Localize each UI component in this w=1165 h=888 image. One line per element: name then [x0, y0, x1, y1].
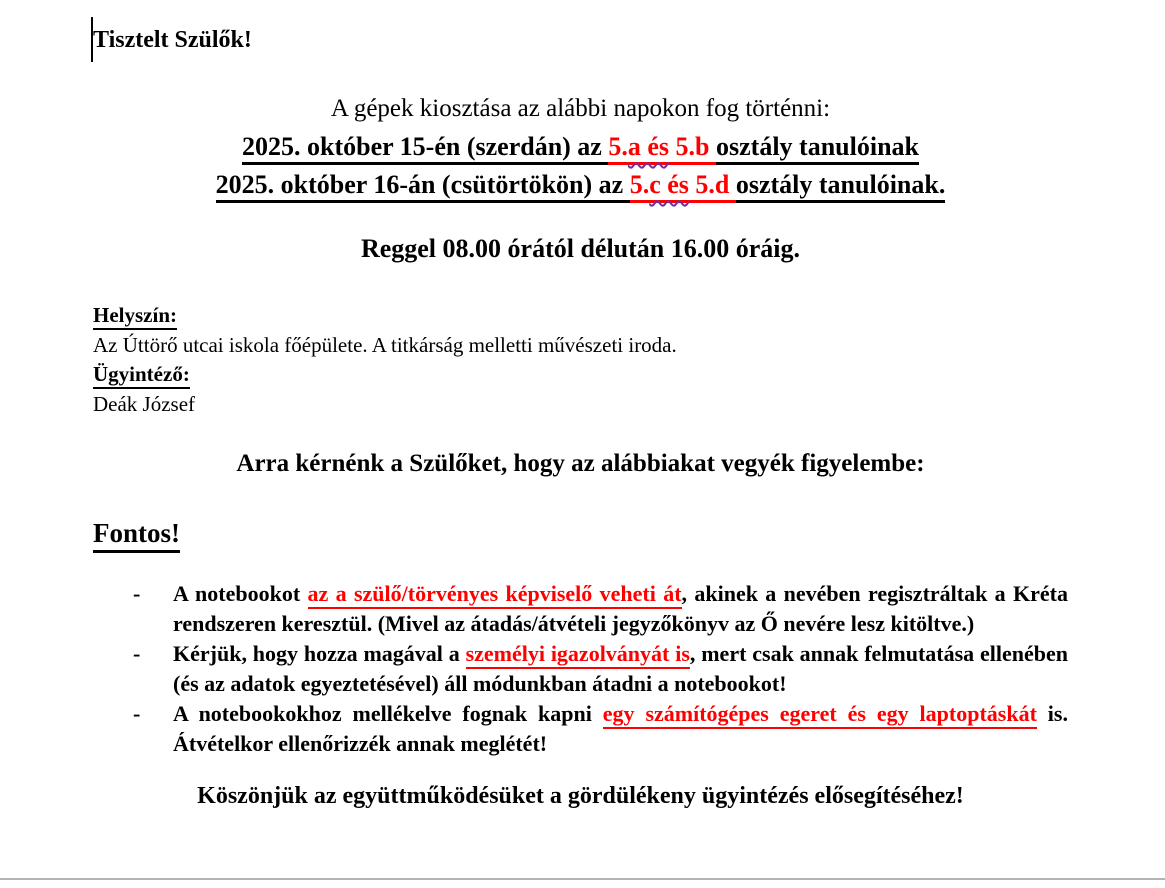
text-segment-blacku: osztály tanulóinak — [716, 132, 919, 165]
text-segment-blacku: 2025. október 16-án (csütörtökön) az — [216, 170, 630, 203]
greeting-line: Tisztelt Szülők! — [93, 27, 252, 53]
text-cursor — [91, 17, 93, 62]
location-row — [93, 301, 1068, 331]
text-segment-redu: az a szülő/törvényes képviselő veheti át — [308, 581, 682, 609]
text-segment-plain: is. Átvételkor ellenőrizzék annak meglétét! — [173, 701, 1068, 756]
text-segment-redusq: c és — [649, 170, 689, 203]
bullet-text — [173, 699, 1068, 759]
text-segment-redu: 5. — [608, 132, 628, 165]
important-heading — [93, 515, 1068, 551]
bullet-marker: - — [133, 641, 141, 666]
clerk-row — [93, 360, 1068, 390]
text-segment-redu: 5.b — [669, 132, 716, 165]
request-line: Arra kérnénk a Szülőket, hogy az alábbiakat vegyék figyelembe: — [236, 450, 925, 477]
bullet-item — [133, 579, 1068, 639]
bullet-item — [133, 699, 1068, 759]
closing-line: Köszönjük az együttműködésüket a gördülékeny ügyintézés elősegítéséhez! — [197, 783, 964, 809]
bullet-marker: - — [133, 581, 141, 606]
text-segment-redu: egy számítógépes egeret és egy laptoptáskát — [603, 701, 1037, 729]
bullet-text — [173, 579, 1068, 639]
text-segment-redu: személyi igazolványát is — [466, 641, 690, 669]
bullet-text — [173, 639, 1068, 699]
time-line: Reggel 08.00 órától délután 16.00 óráig. — [360, 234, 801, 263]
text-segment-redu: 5. — [630, 170, 650, 203]
info-block — [93, 301, 1068, 419]
bullet-list — [93, 579, 1068, 759]
bullet-marker: - — [133, 701, 141, 726]
text-segment-redusq: a és — [628, 132, 669, 165]
clerk-name: Deák József — [93, 391, 196, 416]
text-segment-plain: A notebookot — [173, 581, 308, 606]
text-segment-blacku: 2025. október 15-én (szerdán) az — [242, 132, 608, 165]
important-label: Fontos! — [93, 518, 180, 553]
location-value: Az Úttörő utcai iskola főépülete. A titkárság melletti művészeti iroda. — [93, 332, 677, 357]
text-segment-redu: 5.d — [689, 170, 736, 203]
bullet-item — [133, 639, 1068, 699]
intro-line: A gépek kiosztása az alábbi napokon fog történni: — [330, 95, 831, 122]
text-segment-blacku: osztály tanulóinak. — [736, 170, 946, 203]
clerk-label: Ügyintéző: — [93, 362, 190, 389]
text-segment-plain: , akinek a nevében regisztráltak a Kréta rendszeren keresztül. (Mivel az átadás/átvételi jegyzőkönyv az Ő nevére lesz kitöltve.) — [173, 581, 1069, 636]
date-line-2 — [93, 166, 1068, 204]
text-segment-plain: A notebookokhoz mellékelve fognak kapni — [173, 701, 603, 726]
date-line-1 — [93, 128, 1068, 166]
location-label: Helyszín: — [93, 303, 177, 330]
text-segment-plain: , mert csak annak felmutatása ellenében (és az adatok egyeztetésével) áll módunkban átadni a notebookot! — [173, 641, 1068, 696]
text-segment-plain: Kérjük, hogy hozza magával a — [173, 641, 466, 666]
page-bottom-border — [0, 878, 1165, 880]
